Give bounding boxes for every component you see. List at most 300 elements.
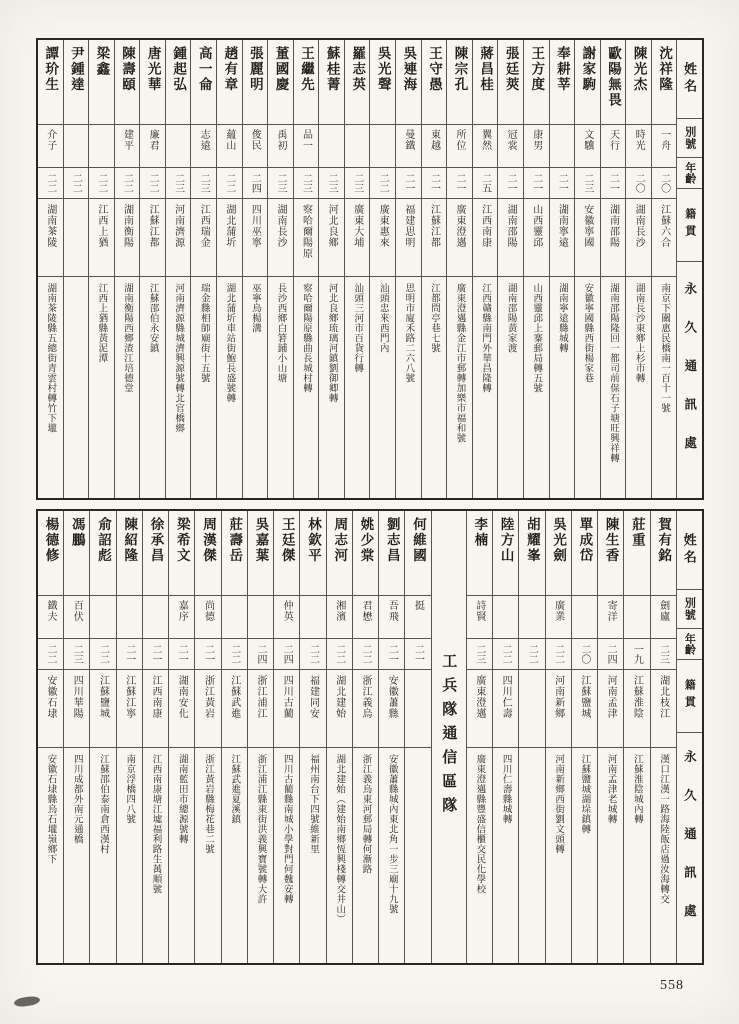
person-alias: 蘊山	[217, 125, 242, 168]
person-native-place: 湖南寧遠	[550, 199, 575, 277]
person-name: 吳嘉葉	[248, 511, 273, 596]
person-alias	[117, 596, 142, 639]
person-name: 梁鑫	[89, 40, 114, 125]
person-column	[405, 511, 431, 963]
person-alias: 俊民	[243, 125, 268, 168]
header-age-label: 年齡	[677, 629, 702, 660]
person-age: 二三	[575, 168, 600, 199]
person-age: 二三	[345, 168, 370, 199]
person-name: 唐光華	[140, 40, 165, 125]
person-address: 巫寧烏楊溝	[249, 283, 260, 333]
person-age: 二二	[222, 639, 247, 670]
person-name: 劉志昌	[379, 511, 404, 596]
person-column	[422, 40, 448, 498]
person-column	[447, 40, 473, 498]
person-age: 二二	[115, 168, 140, 199]
person-name: 鍾起弘	[166, 40, 191, 125]
person-name: 陳生香	[598, 511, 623, 596]
person-column	[248, 511, 274, 963]
person-column	[327, 511, 353, 963]
person-name: 羅志英	[345, 40, 370, 125]
person-address: 江蘇邵伯永安鎮	[147, 283, 158, 353]
unit-section-divider	[432, 511, 467, 963]
person-name: 王廷傑	[274, 511, 299, 596]
person-alias: 詩賢	[467, 596, 492, 639]
person-address: 長沙西鄉白箬鋪小山塘	[275, 283, 286, 383]
person-column	[89, 40, 115, 498]
person-age: 二三	[319, 168, 344, 199]
person-name: 莊壽岳	[222, 511, 247, 596]
person-age: 二二	[38, 168, 63, 199]
person-native-place: 四川巫寧	[243, 199, 268, 277]
person-address: 湖南邵陽黃家渡	[505, 283, 516, 353]
person-alias: 翼然	[473, 125, 498, 168]
person-address: 湖北建始（建始南鄉恆興棧轉交井山）	[334, 754, 345, 924]
person-native-place	[519, 670, 544, 748]
person-alias	[624, 596, 649, 639]
person-age: 二一	[169, 639, 194, 670]
person-native-place: 安徽石埭	[38, 670, 63, 748]
header-address-label: 永久通訊處	[682, 749, 697, 943]
person-name: 俞詔彪	[90, 511, 115, 596]
person-address: 湖南藍田市總源號轉	[176, 754, 187, 844]
person-column	[38, 40, 64, 498]
person-age: 二一	[498, 168, 523, 199]
person-native-place: 江蘇江寧	[117, 670, 142, 748]
person-age: 二二	[140, 168, 165, 199]
person-address: 河北良鄉琉璃河鎮劉御卿轉	[326, 283, 337, 403]
person-column	[519, 511, 545, 963]
person-name: 王繼先	[294, 40, 319, 125]
person-address: 山西靈邱上寨郵局轉五號	[531, 283, 542, 393]
person-name: 陳宗孔	[447, 40, 472, 125]
person-name: 譚玠生	[38, 40, 63, 125]
header-native-place-label: 籍貫	[677, 660, 702, 733]
person-alias	[89, 125, 114, 168]
person-native-place: 湖南衡陽	[115, 199, 140, 277]
person-alias: 介子	[38, 125, 63, 168]
person-alias	[572, 596, 597, 639]
person-address: 江西贛縣南門外華昌隆轉	[480, 283, 491, 393]
person-alias: 廣業	[546, 596, 571, 639]
person-address: 南京浮橋四八號	[124, 754, 135, 824]
person-native-place: 河南濟源	[166, 199, 191, 277]
person-alias: 嘉序	[169, 596, 194, 639]
person-name: 周志河	[327, 511, 352, 596]
person-address: 安徽石埭縣烏石壠嶺鄉下	[45, 754, 56, 864]
roster-table-upper	[36, 38, 704, 500]
person-column	[473, 40, 499, 498]
person-column	[140, 40, 166, 498]
person-column	[626, 40, 652, 498]
person-age: 二五	[473, 168, 498, 199]
person-address: 浙江浦江縣東街洪義興寶號轉大許	[255, 754, 266, 904]
person-age: 二二	[327, 639, 352, 670]
person-address: 江蘇武進夏溪鎮	[229, 754, 240, 824]
person-native-place: 湖南茶陵	[38, 199, 63, 277]
person-age: 二二	[493, 639, 518, 670]
person-alias: 東越	[422, 125, 447, 168]
person-alias: 天行	[601, 125, 626, 168]
person-age: 二一	[601, 168, 626, 199]
header-native-place-label: 籍貫	[677, 189, 702, 262]
person-name: 高一侖	[191, 40, 216, 125]
person-alias: 志遠	[191, 125, 216, 168]
person-age: 二四	[598, 639, 623, 670]
person-native-place: 江蘇武進	[222, 670, 247, 748]
person-native-place: 河南孟津	[598, 670, 623, 748]
person-column	[90, 511, 116, 963]
person-address: 河南新鄉西街劉文頭轉	[553, 754, 564, 854]
person-age: 二〇	[572, 639, 597, 670]
person-column	[598, 511, 624, 963]
person-native-place: 河南新鄉	[546, 670, 571, 748]
person-address: 汕頭忠來西門內	[377, 283, 388, 353]
person-address: 江蘇鹽城湖垛鎮轉	[579, 754, 590, 834]
person-age: 二〇	[652, 168, 677, 199]
person-column	[222, 511, 248, 963]
person-column	[319, 40, 345, 498]
person-native-place: 湖北建始	[327, 670, 352, 748]
person-native-place: 江西南康	[473, 199, 498, 277]
person-name: 吳光劍	[546, 511, 571, 596]
person-age: 二二	[89, 168, 114, 199]
person-column	[498, 40, 524, 498]
person-column	[345, 40, 371, 498]
person-name: 董國慶	[268, 40, 293, 125]
person-column	[546, 511, 572, 963]
person-address: 江西南康塘江墟福利路生萬順號	[150, 754, 161, 894]
person-native-place: 江蘇鹽城	[572, 670, 597, 748]
person-column	[243, 40, 269, 498]
person-address: 湖南邵陽隆回一都司前保石子塘旺興祥轉	[607, 283, 618, 463]
person-column	[38, 511, 64, 963]
person-column	[524, 40, 550, 498]
person-native-place: 浙江浦江	[248, 670, 273, 748]
person-native-place: 江蘇鹽城	[90, 670, 115, 748]
page-number: 558	[660, 978, 684, 993]
person-address: 四川古藺縣南城小學對門何魏安轉	[281, 754, 292, 904]
person-name: 陳紹隆	[117, 511, 142, 596]
person-name: 歐陽無畏	[601, 40, 626, 125]
person-age: 二一	[195, 639, 220, 670]
person-column	[396, 40, 422, 498]
person-address: 瑞金縣相師廟街十五號	[198, 283, 209, 383]
person-native-place: 湖南長沙	[626, 199, 651, 277]
person-name: 尹鍾達	[64, 40, 89, 125]
person-alias	[143, 596, 168, 639]
person-native-place: 廣東澄邁	[467, 670, 492, 748]
person-name: 姚少棠	[353, 511, 378, 596]
person-name: 賀有銘	[651, 511, 676, 596]
person-native-place: 四川古藺	[274, 670, 299, 748]
person-age: 二一	[143, 639, 168, 670]
person-address: 安徽寧國縣西街楊家巷	[582, 283, 593, 383]
person-native-place: 廣東惠來	[370, 199, 395, 277]
person-age: 二四	[243, 168, 268, 199]
person-age: 二一	[524, 168, 549, 199]
person-native-place: 浙江黃岩	[195, 670, 220, 748]
scan-artifact	[14, 995, 41, 1008]
person-column	[294, 40, 320, 498]
person-age: 二一	[117, 639, 142, 670]
person-alias	[519, 596, 544, 639]
person-native-place: 江西瑞金	[191, 199, 216, 277]
person-alias: 禹初	[268, 125, 293, 168]
person-alias: 百伏	[64, 596, 89, 639]
person-native-place	[64, 199, 89, 277]
person-address: 廣東澄邁縣豐盛信櫃交民化學校	[474, 754, 485, 894]
person-column	[353, 511, 379, 963]
person-alias	[550, 125, 575, 168]
person-native-place: 江西南康	[143, 670, 168, 748]
person-name: 莊重	[624, 511, 649, 596]
person-alias	[319, 125, 344, 168]
person-age: 二三	[268, 168, 293, 199]
header-alias-label: 別號	[677, 590, 702, 629]
person-alias	[300, 596, 325, 639]
person-alias: 品一	[294, 125, 319, 168]
person-address: 四川成都外南元通橋	[71, 754, 82, 844]
person-column	[493, 511, 519, 963]
header-name-label: 姓名	[677, 40, 702, 119]
person-alias: 所位	[447, 125, 472, 168]
person-name: 蘇桂菁	[319, 40, 344, 125]
person-native-place: 湖南邵陽	[601, 199, 626, 277]
person-name: 林欽平	[300, 511, 325, 596]
person-address: 汕頭三河市百貨行轉	[352, 283, 363, 373]
person-alias: 吾飛	[379, 596, 404, 639]
person-age: 二二	[217, 168, 242, 199]
person-native-place: 山西靈邱	[524, 199, 549, 277]
person-native-place: 湖南邵陽	[498, 199, 523, 277]
person-alias	[493, 596, 518, 639]
person-address: 湖南茶陵縣五總街青雲村轉竹下壠	[45, 283, 56, 433]
person-native-place	[405, 670, 430, 748]
person-native-place: 浙江義烏	[353, 670, 378, 748]
person-name: 吳連海	[396, 40, 421, 125]
person-column	[575, 40, 601, 498]
person-name: 趙有章	[217, 40, 242, 125]
person-address: 江蘇淮陰城內轉	[631, 754, 642, 824]
person-address: 四川仁壽縣城轉	[500, 754, 511, 824]
person-native-place: 湖南長沙	[268, 199, 293, 277]
person-native-place: 四川華陽	[64, 670, 89, 748]
person-alias: 尚德	[195, 596, 220, 639]
person-address: 江都問亭巷七號	[428, 283, 439, 353]
person-native-place: 察哈爾陽原	[294, 199, 319, 277]
person-native-place: 廣東大埔	[345, 199, 370, 277]
header-age-label: 年齡	[677, 158, 702, 189]
person-address	[519, 748, 544, 963]
person-age: 二二	[546, 639, 571, 670]
person-age: 二一	[396, 168, 421, 199]
person-age: 二三	[467, 639, 492, 670]
person-age: 二四	[248, 639, 273, 670]
person-address: 湖南長沙東鄉上杉市轉	[633, 283, 644, 383]
person-age: 二二	[353, 639, 378, 670]
person-age: 一九	[624, 639, 649, 670]
person-alias: 康男	[524, 125, 549, 168]
person-name: 王方度	[524, 40, 549, 125]
person-column	[379, 511, 405, 963]
person-name: 徐承昌	[143, 511, 168, 596]
person-age: 二二	[519, 639, 544, 670]
person-age: 二三	[166, 168, 191, 199]
person-alias: 挺	[405, 596, 430, 639]
person-column	[550, 40, 576, 498]
person-name: 張麗明	[243, 40, 268, 125]
person-address: 湖北蒲圻車站街鮑長盛號轉	[224, 283, 235, 403]
person-age: 二三	[294, 168, 319, 199]
person-address	[405, 748, 430, 963]
person-age: 二二	[38, 639, 63, 670]
person-column	[651, 511, 677, 963]
person-address: 察哈爾陽原縣曲長城村轉	[301, 283, 312, 393]
header-name-label: 姓名	[677, 511, 702, 590]
person-alias: 時光	[626, 125, 651, 168]
person-column	[624, 511, 650, 963]
person-address: 思明市廈禾路二六八號	[403, 283, 414, 383]
person-native-place: 安徽寧國	[575, 199, 600, 277]
person-alias	[166, 125, 191, 168]
person-native-place: 安徽蕭縣	[379, 670, 404, 748]
person-name: 馮鵬	[64, 511, 89, 596]
person-native-place: 湖北枝江	[651, 670, 676, 748]
person-alias: 鐵夫	[38, 596, 63, 639]
person-age: 二〇	[626, 168, 651, 199]
person-name: 李楠	[467, 511, 492, 596]
person-alias: 寄洋	[598, 596, 623, 639]
person-native-place: 江蘇江都	[422, 199, 447, 277]
person-column	[370, 40, 396, 498]
person-alias	[345, 125, 370, 168]
person-native-place: 江西上猶	[89, 199, 114, 277]
person-address: 河南濟源縣城濟興源號轉北官橋鄉	[173, 283, 184, 433]
person-column	[195, 511, 221, 963]
person-age: 二二	[64, 168, 89, 199]
table-frame	[36, 38, 704, 965]
person-name: 王守愚	[422, 40, 447, 125]
person-native-place: 江蘇淮陰	[624, 670, 649, 748]
person-native-place: 江蘇江都	[140, 199, 165, 277]
person-age: 二四	[274, 639, 299, 670]
unit-section-label: 工兵隊通信區隊	[440, 653, 457, 821]
person-age: 二二	[300, 639, 325, 670]
person-name: 何維國	[405, 511, 430, 596]
person-column	[268, 40, 294, 498]
person-name: 沈祥隆	[652, 40, 677, 125]
person-native-place: 湖北蒲圻	[217, 199, 242, 277]
person-name: 胡耀峯	[519, 511, 544, 596]
person-alias: 曼鐵	[396, 125, 421, 168]
person-name: 謝家駒	[575, 40, 600, 125]
person-address: 廣東澄邁縣金江市郵轉加樂市福和號	[454, 283, 465, 443]
person-age: 二三	[191, 168, 216, 199]
person-native-place: 福建同安	[300, 670, 325, 748]
person-column	[217, 40, 243, 498]
person-native-place: 河北良鄉	[319, 199, 344, 277]
person-column	[166, 40, 192, 498]
person-name: 楊德修	[38, 511, 63, 596]
person-native-place: 江蘇六合	[652, 199, 677, 277]
person-column	[117, 511, 143, 963]
person-age: 二二	[370, 168, 395, 199]
person-address: 南京下關惠民橋南一百十一號	[659, 283, 670, 413]
person-alias: 冠裳	[498, 125, 523, 168]
header-address-label: 永久通訊處	[682, 281, 697, 475]
person-alias: 一舟	[652, 125, 677, 168]
person-address: 湖南衡陽西鄉渣江培德堂	[122, 283, 132, 393]
person-address	[64, 277, 89, 498]
person-age: 二一	[405, 639, 430, 670]
person-address: 漢口江漢一路海陸飯店過汝海轉交	[658, 754, 669, 904]
person-address: 江西上猶縣黃泥潭	[96, 283, 107, 363]
person-alias	[64, 125, 89, 168]
person-alias	[222, 596, 247, 639]
person-column	[467, 511, 493, 963]
person-address: 福州南台下四號維新里	[308, 754, 319, 854]
person-address: 浙江義烏東河郵局轉何漸路	[360, 754, 371, 874]
person-name: 張廷莢	[498, 40, 523, 125]
person-address: 浙江黃岩縣梅花巷二號	[203, 754, 214, 854]
person-address: 湖南寧遠縣城轉	[556, 283, 567, 353]
person-column	[143, 511, 169, 963]
field-header-column	[677, 511, 702, 963]
person-column	[300, 511, 326, 963]
roster-table-lower	[36, 509, 704, 965]
person-alias	[370, 125, 395, 168]
person-alias	[90, 596, 115, 639]
person-column	[274, 511, 300, 963]
person-name: 單成岱	[572, 511, 597, 596]
person-name: 陳壽頤	[115, 40, 140, 125]
header-alias-label: 別號	[677, 119, 702, 158]
person-age: 二一	[422, 168, 447, 199]
person-age: 二一	[379, 639, 404, 670]
person-column	[652, 40, 678, 498]
person-column	[191, 40, 217, 498]
person-alias: 廉君	[140, 125, 165, 168]
field-header-column	[677, 40, 702, 498]
person-alias: 劍廬	[651, 596, 676, 639]
person-age: 二一	[550, 168, 575, 199]
person-age: 二三	[64, 639, 89, 670]
person-column	[115, 40, 141, 498]
person-column	[601, 40, 627, 498]
person-address: 江蘇邵伯泰南倉西漢村	[98, 754, 109, 854]
person-name: 陸方山	[493, 511, 518, 596]
person-name: 吳光聲	[370, 40, 395, 125]
person-alias: 文驥	[575, 125, 600, 168]
person-name: 奉耕莘	[550, 40, 575, 125]
person-column	[169, 511, 195, 963]
person-column	[64, 40, 90, 498]
person-age: 二二	[90, 639, 115, 670]
person-alias	[248, 596, 273, 639]
person-native-place: 福建思明	[396, 199, 421, 277]
person-native-place: 湖南安化	[169, 670, 194, 748]
person-address: 河南孟津老城轉	[605, 754, 616, 824]
person-column	[572, 511, 598, 963]
person-name: 陳光杰	[626, 40, 651, 125]
person-column	[64, 511, 90, 963]
person-address: 安徽蕭縣城內東北角一步三廟十九號	[386, 754, 397, 914]
person-age: 二三	[651, 639, 676, 670]
person-name: 蔣昌桂	[473, 40, 498, 125]
person-name: 周漢傑	[195, 511, 220, 596]
person-native-place: 廣東澄邁	[447, 199, 472, 277]
